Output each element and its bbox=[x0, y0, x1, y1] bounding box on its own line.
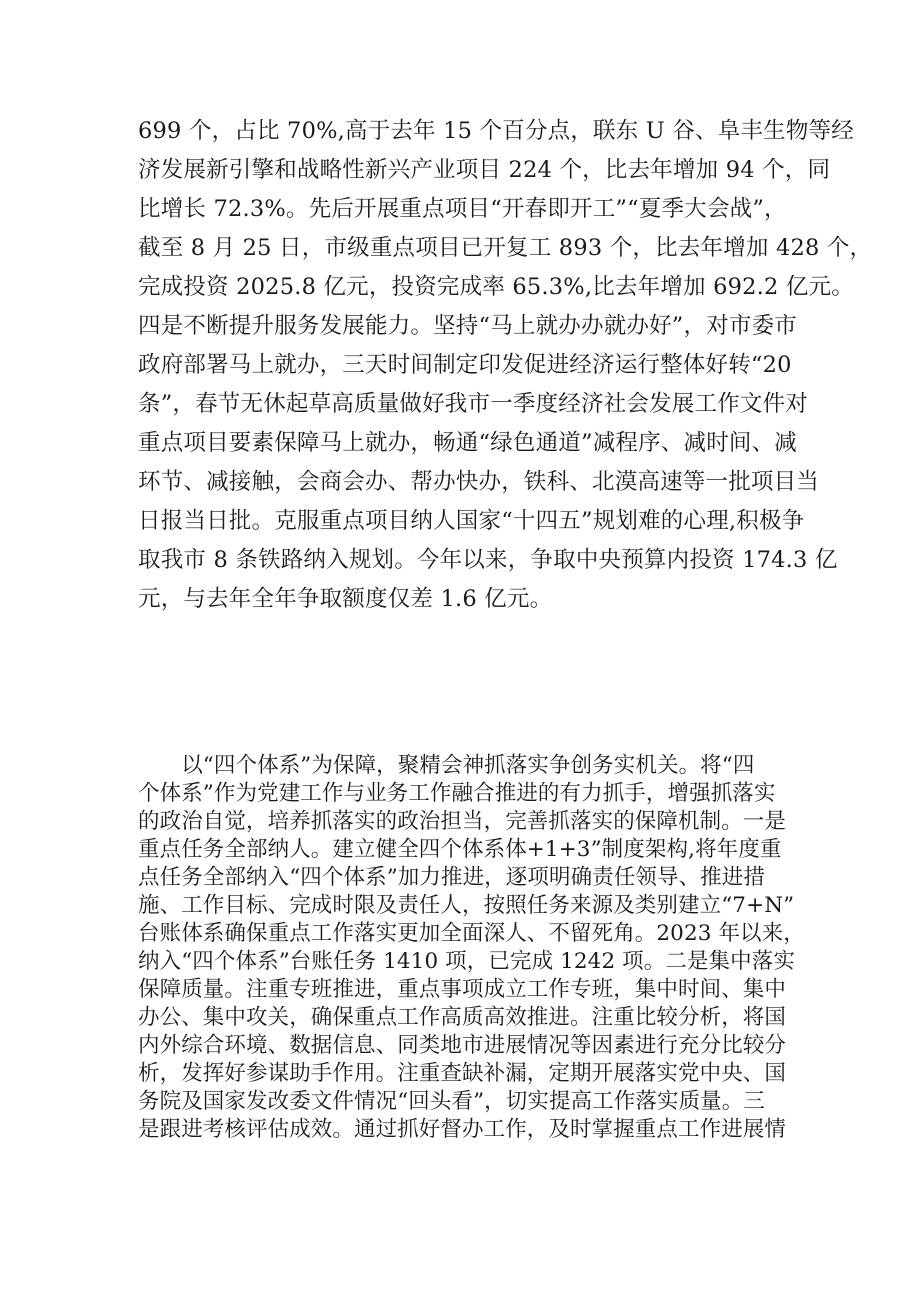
text-line: 保障质量。注重专班推进，重点事项成立工作专班，集中时间、集中 bbox=[138, 977, 787, 1002]
text-line: 重点任务全部纳人。建立健全四个体系体+1+3”制度架构,将年度重 bbox=[138, 837, 782, 862]
text-line: 政府部署马上就办，三天时间制定印发促进经济运行整体好转“20 bbox=[138, 352, 792, 378]
text-line: 比增长 72.3%。先后开展重点项目“开春即开工”“夏季大会战”， bbox=[138, 196, 787, 222]
text-line: 内外综合环境、数据信息、同类地市进展情况等因素进行充分比较分 bbox=[138, 1033, 787, 1058]
text-line: 重点项目要素保障马上就办，畅通“绿色通道”减程序、减时间、减 bbox=[138, 430, 798, 456]
text-line: 纳入“四个体系”台账任务 1410 项，已完成 1242 项。二是集中落实 bbox=[138, 949, 795, 974]
text-line: 以“四个体系”为保障，聚精会神抓落实争创务实机关。将“四 bbox=[138, 753, 755, 778]
text-line: 完成投资 2025.8 亿元，投资完成率 65.3%,比去年增加 692.2 亿元。 bbox=[138, 274, 854, 300]
text-line: 699 个，占比 70%,高于去年 15 个百分点，联东 U 谷、阜丰生物等经 bbox=[138, 118, 854, 144]
body-paragraph-2 bbox=[138, 752, 805, 1144]
text-line: 环节、减接触，会商会办、帮办快办，铁科、北漠高速等一批项目当 bbox=[138, 469, 820, 495]
text-line: 的政治自觉，培养抓落实的政治担当，完善抓落实的保障机制。一是 bbox=[138, 809, 787, 834]
text-line: 点任务全部纳入“四个体系”加力推进，逐项明确责任领导、推进措 bbox=[138, 865, 765, 890]
text-line: 日报当日批。克服重点项目纳人国家“十四五”规划难的心理,积极争 bbox=[138, 508, 805, 534]
text-line: 四是不断提升服务发展能力。坚持“马上就办办就办好”，对市委市 bbox=[138, 313, 798, 339]
text-line: 个体系”作为党建工作与业务工作融合推进的有力抓手，增强抓落实 bbox=[138, 781, 776, 806]
text-line: 办公、集中攻关，确保重点工作高质高效推进。注重比较分析，将国 bbox=[138, 1005, 787, 1030]
text-line: 务院及国家发改委文件情况“回头看”，切实提高工作落实质量。三 bbox=[138, 1089, 765, 1114]
text-line: 元，与去年全年争取额度仅差 1.6 亿元。 bbox=[138, 586, 553, 612]
text-line: 取我市 8 条铁路纳入规划。今年以来，争取中央预算内投资 174.3 亿 bbox=[138, 547, 838, 573]
text-line: 截至 8 月 25 日，市级重点项目已开复工 893 个，比去年增加 428 个， bbox=[138, 235, 873, 261]
text-line: 台账体系确保重点工作落实更加全面深人、不留死角。2023 年以来， bbox=[138, 921, 805, 946]
text-line: 济发展新引擎和战略性新兴产业项目 224 个，比去年增加 94 个，同 bbox=[138, 157, 831, 183]
text-line: 施、工作目标、完成时限及责任人，按照任务来源及类别建立“7+N” bbox=[138, 893, 795, 918]
text-line: 是跟进考核评估成效。通过抓好督办工作，及时掌握重点工作进展情 bbox=[138, 1117, 787, 1142]
text-line: 析，发挥好参谋助手作用。注重查缺补漏，定期开展落实党中央、国 bbox=[138, 1061, 787, 1086]
text-line: 条”，春节无休起草高质量做好我市一季度经济社会发展工作文件对 bbox=[138, 391, 809, 417]
body-paragraph-1 bbox=[138, 112, 873, 619]
